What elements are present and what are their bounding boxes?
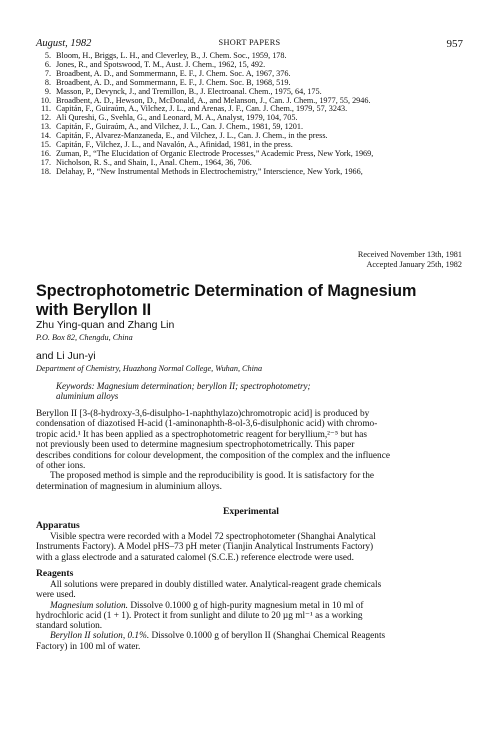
keywords-line: aluminium alloys [56,391,119,401]
article-title [36,282,456,320]
text-line: standard solution. [36,621,103,632]
title-line: with Beryllon II [36,301,152,319]
reference-number: 16. [40,148,51,158]
section-name: SHORT PAPERS [218,38,281,47]
reference-text: Ali Qureshi, G., Svehla, G., and Leonard, M. A., Analyst, 1979, 104, 705. [56,113,298,123]
text-line: hydrochloric acid (1 + 1). Protect it from sunlight and dilute to 20 µg ml⁻¹ as a working [36,610,363,621]
reference-list [36,52,466,177]
reference-number: 5. [44,51,51,60]
page-header [36,38,463,52]
reference-number: 6. [44,59,51,69]
text-line: Instruments Factory). A Model pHS–73 pH meter (Tianjin Analytical Instruments Factory) [36,542,374,553]
accepted-date: Accepted January 25th, 1982 [366,259,462,269]
reference-text: Masson, P., Devynck, J., and Tremillon, B., J. Electroanal. Chem., 1975, 64, 175. [56,86,322,96]
text-line: Dissolve 0.1000 g of high-purity magnesium metal in 10 ml of [128,600,364,611]
text-line: with a glass electrode and a saturated calomel (S.C.E.) reference electrode were used. [36,552,355,563]
reference-text: Capitán, F., Alvarez-Manzaneda, E., and Vilchez, J. L., Can. J. Chem., in the press. [56,131,328,141]
text-line: Dissolve 0.1000 g of beryllon II (Shanghai Chemical Reagents [149,631,386,642]
reference-text: Capitán, F., Vilchez, J. L., and Navalón, A., Afinidad, 1981, in the press. [56,140,293,150]
reference-text: Broadbent, A. D., and Sommermann, E. F., J. Chem. Soc. B, 1968, 519. [56,77,291,87]
reference-number: 10. [40,95,51,105]
experimental-heading: Experimental [223,506,279,517]
page-number: 957 [446,38,463,50]
reference-text: Capitán, F., Guiraúm, A., and Vilchez, J. L., Can. J. Chem., 1981, 59, 1201. [56,122,304,132]
reference-text: Jones, R., and Spotswood, T. M., Aust. J. Chem., 1962, 15, 492. [56,59,266,69]
intro-text [36,409,466,492]
reference-number: 18. [40,166,51,176]
reference-number: 7. [44,68,51,78]
received-dates [358,250,462,269]
reference-number: 14. [40,131,51,141]
reference-number: 8. [44,77,51,87]
reference-number: 11. [41,104,51,114]
author-line: and Li Jun-yi [36,350,96,362]
keywords [56,381,456,401]
text-line: were used. [36,590,76,601]
apparatus-text [36,532,466,563]
beryllon-label: Beryllon II solution, 0.1%. [50,631,150,642]
reference-text: Capitán, F., Guiraúm, A., Vilchez, J. L., and Arenas, J. F., Can. J. Chem., 1979, 57, 3243. [56,104,348,114]
text-line: describes conditions for colour development, the composition of the complex and the influence [36,450,390,461]
reference-text: Nicholson, R. S., and Shain, I., Anal. Chem., 1964, 36, 706. [56,157,252,167]
affiliation: P.O. Box 82, Chengdu, China [36,333,133,342]
text-line: determination of magnesium in aluminium alloys. [36,481,222,492]
reference-number: 17. [40,157,51,167]
apparatus-heading: Apparatus [36,520,80,531]
reference-text: Broadbent, A. D., and Sommermann, E. F., J. Chem. Soc. A, 1967, 376. [56,68,291,78]
issue-date: August, 1982 [36,38,92,49]
text-line: tropic acid.¹ It has been applied as a spectrophotometric reagent for beryllium,²⁻⁵ but has [36,429,367,440]
magnesium-label: Magnesium solution. [50,600,128,611]
text-line: of other ions. [36,461,86,472]
title-line: Spectrophotometric Determination of Magnesium [36,282,417,300]
received-date: Received November 13th, 1981 [357,250,462,259]
reagents-heading: Reagents [36,568,74,579]
reagents-text [36,580,466,652]
reference-item [36,168,466,177]
keywords-line: Keywords: Magnesium determination; beryllon II; spectrophotometry; [56,381,311,391]
text-line: All solutions were prepared in doubly distilled water. Analytical-reagent grade chemicals [50,580,382,590]
text-line: Beryllon II [3-(8-hydroxy-3,6-disulpho-1-naphthylazo)chromotropic acid] is produced by [36,409,370,419]
text-line: The proposed method is simple and the reproducibility is good. It is satisfactory for the [50,471,375,482]
text-line: condensation of diazotised H-acid (1-aminonaphth-8-ol-3,6-disulphonic acid) with chromo- [36,419,378,430]
reference-text: Zuman, P., “The Elucidation of Organic Electrode Processes,” Academic Press, New York, 1969, [56,148,374,158]
reference-number: 12. [40,113,51,123]
reference-number: 9. [44,86,51,96]
affiliation: Department of Chemistry, Huazhong Normal College, Wuhan, China [36,364,263,373]
text-line: Factory) in 100 ml of water. [36,641,141,652]
reference-text: Broadbent, A. D., Hewson, D., McDonald, A., and Melanson, J., Can. J. Chem., 1977, 55, 2946. [56,95,371,105]
reference-text: Bloom, H., Briggs, L. H., and Cleverley, B., J. Chem. Soc., 1959, 178. [56,51,287,60]
author-line: Zhu Ying-quan and Zhang Lin [36,319,175,331]
text-line: Visible spectra were recorded with a Model 72 spectrophotometer (Shanghai Analytical [50,532,376,542]
reference-number: 13. [40,122,51,132]
reference-text: Delahay, P., “New Instrumental Methods in Electrochemistry,” Interscience, New York, 1966, [56,166,363,176]
reference-number: 15. [40,140,51,150]
text-line: not previously been used to determine magnesium spectrophotometrically. This paper [36,440,355,451]
